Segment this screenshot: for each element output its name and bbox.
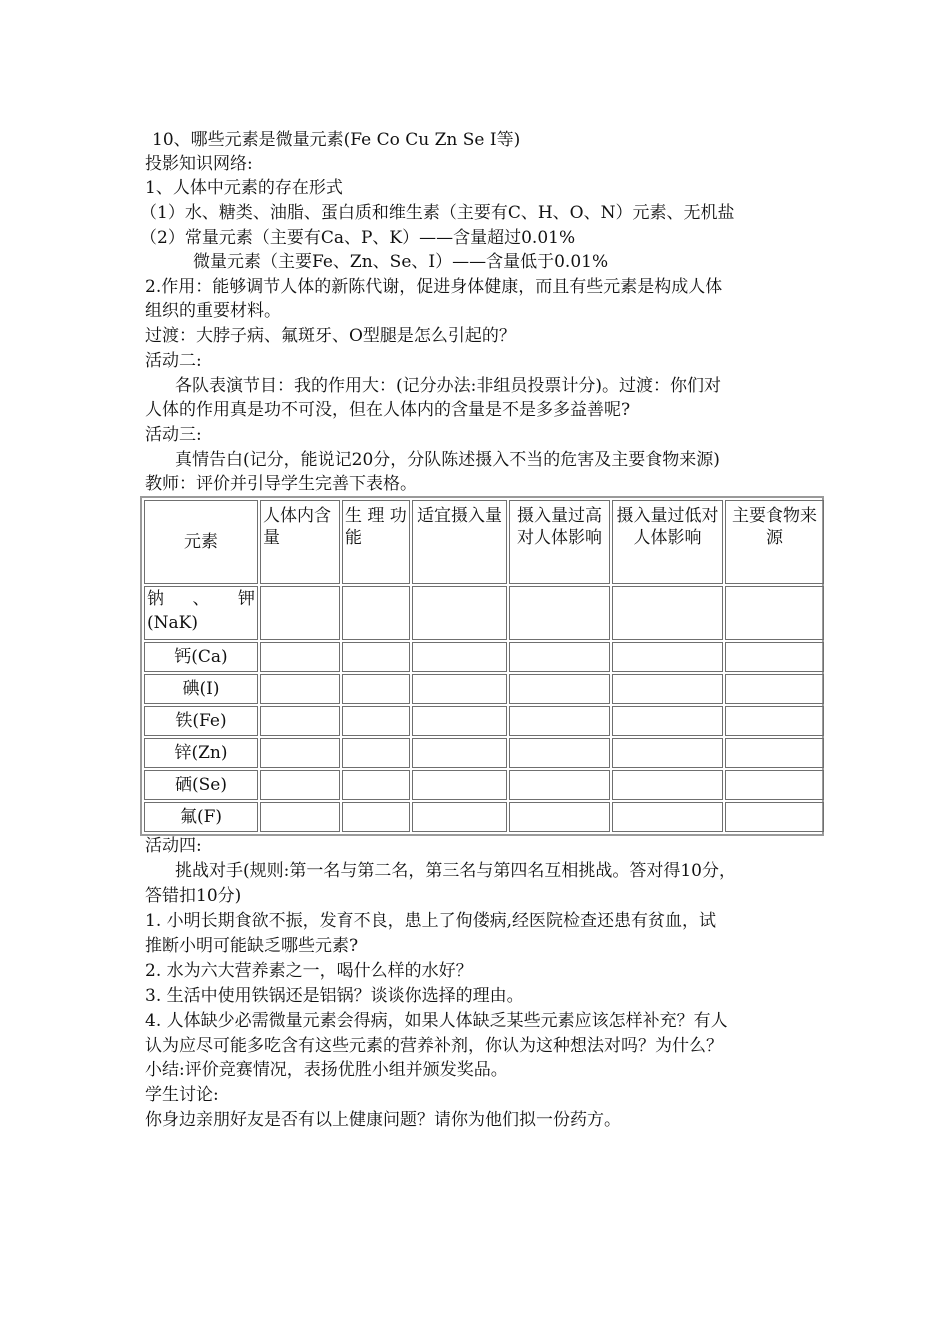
- element-cell: 硒(Se): [144, 770, 258, 800]
- table-cell: [725, 770, 824, 800]
- text-line: 10、哪些元素是微量元素(Fe Co Cu Zn Se I等): [152, 130, 521, 150]
- header-cell: 摄入量过高对人体影响: [509, 500, 610, 584]
- element-cell: 氟(F): [144, 802, 258, 832]
- element-label: (NaK): [147, 613, 198, 633]
- table-cell: [412, 738, 507, 768]
- header-cell: 主要食物来源: [725, 500, 824, 584]
- element-cell: 碘(I): [144, 674, 258, 704]
- table-cell: [725, 738, 824, 768]
- table-cell: [725, 586, 824, 640]
- table-row: [144, 738, 824, 768]
- table-cell: [612, 770, 723, 800]
- table-cell: [509, 642, 610, 672]
- table-cell: [725, 642, 824, 672]
- table-cell: [509, 674, 610, 704]
- header-cell: 适宜摄入量: [412, 500, 507, 584]
- question-line: 认为应尽可能多吃含有这些元素的营养补剂，你认为这种想法对吗？为什么？: [145, 1036, 723, 1056]
- table-cell: [509, 738, 610, 768]
- table-cell: [260, 586, 340, 640]
- text-line: 组织的重要材料。: [145, 301, 281, 321]
- table-cell: [725, 802, 824, 832]
- table-cell: [725, 706, 824, 736]
- table-cell: [412, 642, 507, 672]
- text-line: 答错扣10分): [145, 886, 242, 906]
- text-line: 1、人体中元素的存在形式: [145, 178, 343, 198]
- table-row: [144, 802, 824, 832]
- table-cell: [260, 642, 340, 672]
- question-line: 2. 水为六大营养素之一，喝什么样的水好？: [145, 961, 473, 981]
- table-cell: [342, 642, 410, 672]
- element-label: 、: [192, 589, 210, 609]
- text-line: 过渡：大脖子病、氟斑牙、O型腿是怎么引起的？: [145, 326, 516, 346]
- table-cell: [260, 706, 340, 736]
- table-cell: [725, 674, 824, 704]
- text-line: 2.作用：能够调节人体的新陈代谢，促进身体健康，而且有些元素是构成人体: [145, 277, 723, 297]
- question-line: 推断小明可能缺乏哪些元素?: [145, 936, 359, 956]
- table-cell: [412, 674, 507, 704]
- table-cell: [612, 738, 723, 768]
- table-cell: [342, 738, 410, 768]
- question-line: 1. 小明长期食欲不振，发育不良，患上了佝偻病,经医院检查还患有贫血，试: [145, 911, 717, 931]
- text-line: 教师：评价并引导学生完善下表格。: [145, 474, 417, 494]
- table-cell: [260, 674, 340, 704]
- table-row: [144, 770, 824, 800]
- table-row: [144, 586, 824, 640]
- table-cell: [342, 674, 410, 704]
- table-cell: [342, 586, 410, 640]
- text-line: 各队表演节目：我的作用大：(记分办法:非组员投票计分)。过渡：你们对: [175, 376, 721, 396]
- header-cell: 人体内含量: [260, 500, 340, 584]
- table-cell: [342, 802, 410, 832]
- table-cell: [612, 706, 723, 736]
- table-cell: [612, 642, 723, 672]
- text-line: 人体的作用真是功不可没，但在人体内的含量是不是多多益善呢?: [145, 400, 631, 420]
- table-cell: [342, 706, 410, 736]
- text-line: 你身边亲朋好友是否有以上健康问题？请你为他们拟一份药方。: [145, 1110, 621, 1130]
- element-cell: [144, 586, 258, 640]
- table-cell: [509, 770, 610, 800]
- element-table: [140, 496, 824, 836]
- table-cell: [509, 802, 610, 832]
- text-line: （2）常量元素（主要有Ca、P、K）——含量超过0.01%: [140, 228, 576, 248]
- table-cell: [612, 802, 723, 832]
- text-line: 挑战对手(规则:第一名与第二名，第三名与第四名互相挑战。答对得10分，: [175, 861, 736, 881]
- table-cell: [412, 802, 507, 832]
- table-cell: [412, 706, 507, 736]
- element-label: 钾: [238, 589, 255, 609]
- table-cell: [260, 802, 340, 832]
- table-row: [144, 642, 824, 672]
- section-heading: 活动四:: [145, 836, 202, 856]
- element-cell: 锌(Zn): [144, 738, 258, 768]
- table-header-row: [144, 500, 824, 584]
- text-line: 投影知识网络:: [145, 154, 253, 174]
- table-cell: [509, 706, 610, 736]
- table-cell: [412, 770, 507, 800]
- table-cell: [612, 586, 723, 640]
- text-line: 小结:评价竞赛情况，表扬优胜小组并颁发奖品。: [145, 1060, 508, 1080]
- table-cell: [612, 674, 723, 704]
- text-line: 微量元素（主要Fe、Zn、Se、I）——含量低于0.01%: [193, 252, 609, 272]
- table-cell: [260, 738, 340, 768]
- table-row: [144, 674, 824, 704]
- table-cell: [260, 770, 340, 800]
- element-cell: 铁(Fe): [144, 706, 258, 736]
- header-cell: 生 理 功能: [342, 500, 410, 584]
- section-heading: 活动二:: [145, 351, 202, 371]
- element-label: 钠: [147, 589, 164, 609]
- table-row: [144, 706, 824, 736]
- text-line: 真情告白(记分，能说记20分，分队陈述摄入不当的危害及主要食物来源): [175, 450, 720, 470]
- table-cell: [342, 770, 410, 800]
- header-cell: 摄入量过低对人体影响: [612, 500, 723, 584]
- section-heading: 活动三:: [145, 425, 202, 445]
- table-cell: [509, 586, 610, 640]
- question-line: 4. 人体缺少必需微量元素会得病，如果人体缺乏某些元素应该怎样补充？有人: [145, 1011, 728, 1031]
- table-cell: [412, 586, 507, 640]
- element-cell: 钙(Ca): [144, 642, 258, 672]
- section-heading: 学生讨论:: [145, 1085, 219, 1105]
- text-line: （1）水、糖类、油脂、蛋白质和维生素（主要有C、H、O、N）元素、无机盐: [140, 203, 735, 223]
- header-cell: 元素: [144, 500, 258, 584]
- question-line: 3. 生活中使用铁锅还是铝锅？谈谈你选择的理由。: [145, 986, 524, 1006]
